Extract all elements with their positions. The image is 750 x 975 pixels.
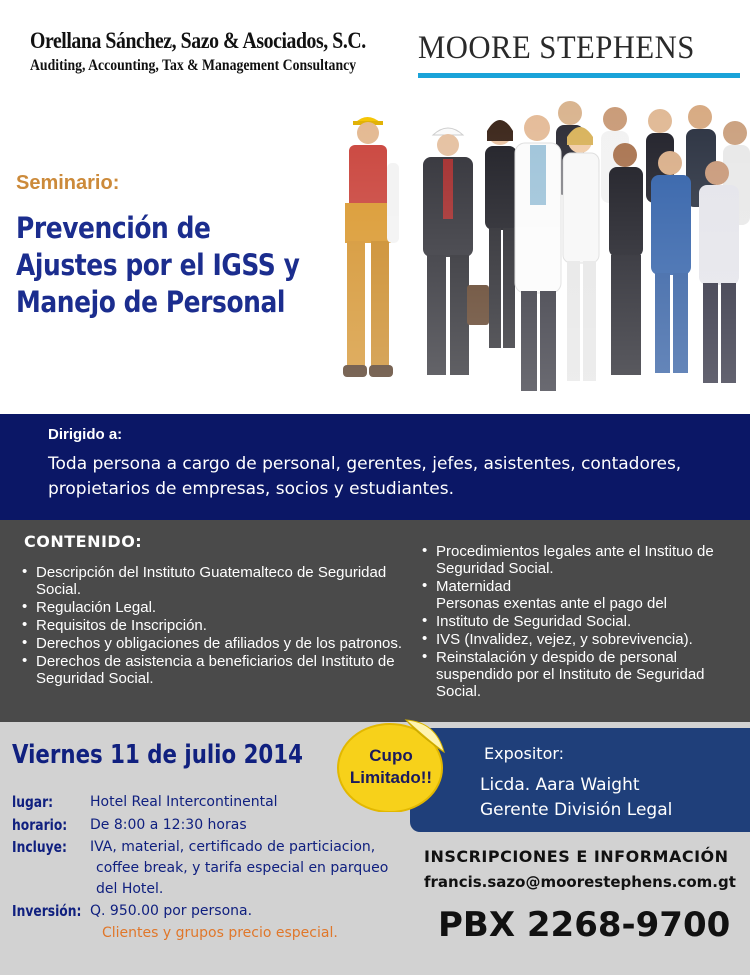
incluye-line: IVA, material, certificado de particiacion,: [90, 839, 376, 855]
logo-underline: [418, 73, 740, 78]
limited-seats-text: Cupo Limitado!!: [349, 746, 433, 787]
content-panel: [0, 520, 750, 722]
event-date: Viernes 11 de julio 2014: [12, 740, 303, 770]
bullet-icon: •: [22, 634, 28, 651]
firm-tagline: Auditing, Accounting, Tax & Management Consultancy: [30, 57, 357, 74]
bullet-icon: •: [422, 612, 428, 629]
moore-stephens-logo: MOORE STEPHENS: [418, 30, 695, 66]
group-of-professionals-photo: [325, 93, 750, 413]
list-item: • Requisitos de Inscripción.: [22, 616, 207, 634]
seminar-title: Prevención de Ajustes por el IGSS y Manejo de Personal: [16, 211, 300, 319]
bullet-icon: •: [422, 648, 428, 665]
incluye-line: del Hotel.: [96, 881, 164, 897]
bullet-icon: •: [22, 563, 28, 580]
horario-value: De 8:00 a 12:30 horas: [90, 817, 247, 833]
speaker-info: [480, 773, 672, 823]
speaker-name: Licda. Aara Waight: [480, 775, 640, 795]
horario-label: horario:: [12, 816, 68, 834]
inversion-note: Clientes y grupos precio especial.: [102, 925, 338, 941]
bullet-icon: •: [22, 616, 28, 633]
content-list-right: [422, 543, 747, 701]
bullet-icon: •: [422, 630, 428, 647]
bullet-icon: •: [422, 577, 428, 594]
list-item: • Reinstalación y despido de personal suspendido por el Instituto de Seguridad Social.: [422, 648, 705, 700]
audience-panel: [0, 414, 750, 520]
speaker-label: Expositor:: [484, 744, 565, 763]
list-item: • Derechos de asistencia a beneficiarios del Instituto de Seguridad Social.: [22, 652, 395, 687]
bullet-icon: •: [422, 542, 428, 559]
bullet-icon: •: [22, 598, 28, 615]
inversion-value: Q. 950.00 por persona.: [90, 903, 253, 919]
registration-email-link[interactable]: francis.sazo@moorestephens.com.gt: [424, 873, 736, 891]
list-item: • Descripción del Instituto Guatemalteco de Seguridad Social.: [22, 563, 387, 598]
list-item: • IVS (Invalidez, vejez, y sobrevivencia).: [422, 630, 693, 648]
list-item: • Instituto de Seguridad Social.: [422, 612, 632, 630]
inversion-label: Inversión:: [12, 902, 82, 920]
list-item: • Procedimientos legales ante el Instituo de Seguridad Social.: [422, 542, 714, 577]
list-item: • Maternidad Personas exentas ante el pago del: [422, 577, 667, 612]
incluye-label: Incluye:: [12, 838, 67, 856]
audience-text: Toda persona a cargo de personal, gerentes, jefes, asistentes, contadores, propietarios de empresas, socios y estudiantes.: [48, 454, 682, 499]
lugar-value: Hotel Real Intercontinental: [90, 794, 278, 810]
registration-title: INSCRIPCIONES E INFORMACIÓN: [424, 847, 729, 866]
bullet-icon: •: [22, 652, 28, 669]
seminar-kicker: Seminario:: [16, 172, 120, 194]
content-list-left: [22, 564, 414, 688]
content-title: CONTENIDO:: [24, 532, 143, 551]
registration-phone: PBX 2268-9700: [438, 905, 731, 945]
list-item: • Derechos y obligaciones de afiliados y de los patronos.: [22, 634, 403, 652]
lugar-label: lugar:: [12, 793, 54, 811]
firm-name: Orellana Sánchez, Sazo & Asociados, S.C.: [30, 28, 366, 53]
audience-label: Dirigido a:: [48, 426, 123, 443]
list-item: • Regulación Legal.: [22, 598, 157, 616]
incluye-line: coffee break, y tarifa especial en parqueo: [96, 860, 389, 876]
speaker-panel: [410, 728, 750, 832]
speaker-role: Gerente División Legal: [480, 800, 673, 820]
